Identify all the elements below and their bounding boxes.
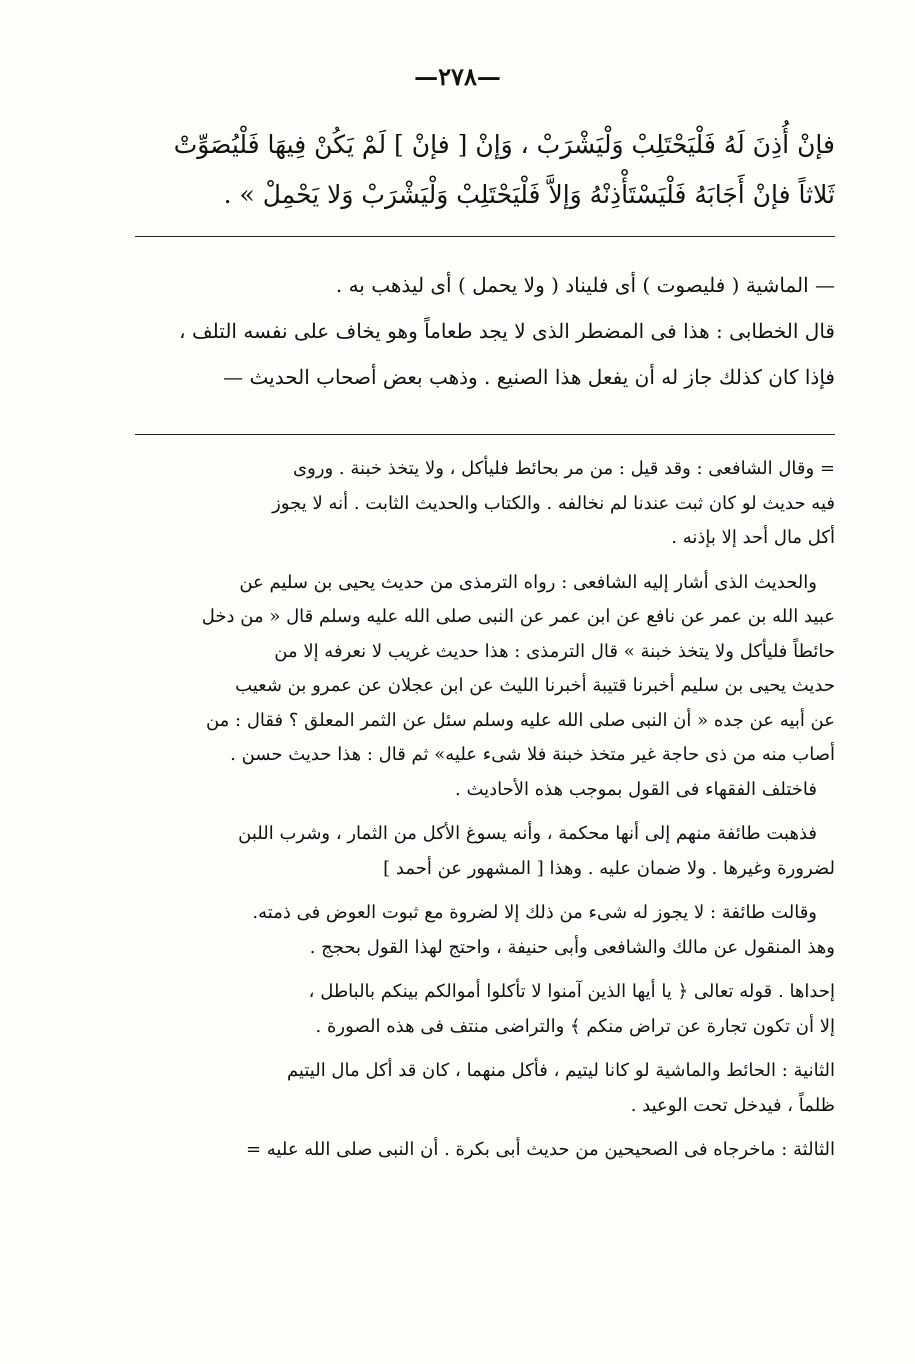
footnote-paragraph [135, 817, 835, 886]
footnote-text [135, 452, 835, 1178]
footnote-line: عن أبيه عن جده « أن النبى صلى الله عليه وسلم سئل عن الثمر المعلق ؟ فقال : من [205, 709, 835, 731]
hadith-line: ثَلاثاً فإنْ أَجَابَهُ فَلْيَسْتَأْذِنْهُ وَإلاَّ فَلْيَحْتَلِبْ وَلْيَشْرَبْ وَلا يَحْمِلْ » . [223, 180, 835, 209]
footnote-line: ظلماً ، فيدخل تحت الوعيد . [630, 1094, 835, 1116]
footnote-line: = وقال الشافعى : وقد قيل : من مر بحائط فليأكل ، ولا يتخذ خبنة . وروى [293, 458, 835, 479]
footnote-line: فيه حديث لو كان ثبت عندنا لم نخالفه . والكتاب والحديث الثابت . أنه لا يجوز [272, 492, 835, 514]
hadith-line: فإنْ أُذِنَ لَهُ فَلْيَحْتَلِبْ وَلْيَشْرَبْ ، وَإنْ [ فإنْ ] لَمْ يَكُنْ فِيهَا فَلْيُصَوِّتْ [173, 130, 835, 159]
commentary-line: فإذا كان كذلك جاز له أن يفعل هذا الصنيع . وذهب بعض أصحاب الحديث — [223, 365, 835, 389]
footnote-line: عبيد الله بن عمر عن نافع عن ابن عمر عن النبى صلى الله عليه وسلم قال « من دخل [201, 606, 835, 627]
footnote-paragraph [135, 896, 835, 965]
footnote-line: الثالثة : ماخرجاه فى الصحيحين من حديث أبى بكرة . أن النبى صلى الله عليه = [245, 1139, 835, 1160]
footnote-line: والحديث الذى أشار إليه الشافعى : رواه الترمذى من حديث يحيى بن سليم عن [239, 571, 817, 593]
footnote-line: أصاب منه من ذى حاجة غير متخذ خبنة فلا شىء عليه» ثم قال : هذا حديث حسن . [230, 744, 835, 765]
separator-line [135, 434, 835, 435]
commentary-line: قال الخطابى : هذا فى المضطر الذى لا يجد طعاماً وهو يخاف على نفسه التلف ، [179, 319, 835, 343]
footnote-paragraph [135, 1133, 835, 1168]
footnote-line: لضرورة وغيرها . ولا ضمان عليه . وهذا [ المشهور عن أحمد ] [383, 857, 835, 879]
separator-line [135, 236, 835, 237]
hadith-text [135, 120, 835, 220]
footnote-paragraph [135, 452, 835, 556]
footnote-line: وهذ المنقول عن مالك والشافعى وأبى حنيفة ، واحتج لهذا القول بحجج . [309, 936, 835, 958]
footnote-line: حائطاً فليأكل ولا يتخذ خبنة » قال الترمذى : هذا حديث غريب لا نعرفه إلا من [274, 640, 835, 662]
commentary-line: — الماشية ( فليصوت ) أى فليناد ( ولا يحمل ) أى ليذهب به . [335, 273, 835, 297]
footnote-paragraph [135, 566, 835, 808]
footnote-line: إحداها . قوله تعالى ﴿ يا أيها الذين آمنوا لا تأكلوا أموالكم بينكم بالباطل ، [308, 981, 835, 1002]
commentary-text [135, 262, 835, 400]
footnote-line: حديث يحيى بن سليم أخبرنا قتيبة أخبرنا الليث عن ابن عجلان عن عمرو بن شعيب [235, 675, 835, 696]
footnote-line: أكل مال أحد إلا بإذنه . [671, 527, 835, 548]
footnote-line: إلا أن تكون تجارة عن تراض منكم ﴾ والتراضى منتف فى هذه الصورة . [315, 1015, 835, 1037]
footnote-paragraph [135, 1054, 835, 1123]
page-number: —٢٧٨— [414, 62, 501, 91]
footnote-line: وقالت طائفة : لا يجوز له شىء من ذلك إلا لضروة مع ثبوت العوض فى ذمته. [252, 902, 817, 923]
footnote-line: فاختلف الفقهاء فى القول بموجب هذه الأحاديث . [455, 778, 817, 800]
footnote-paragraph [135, 975, 835, 1044]
footnote-line: الثانية : الحائط والماشية لو كانا ليتيم ، فأكل منهما ، كان قد أكل مال اليتيم [286, 1060, 835, 1081]
footnote-line: فذهبت طائفة منهم إلى أنها محكمة ، وأنه يسوغ الأكل من الثمار ، وشرب اللبن [238, 823, 817, 844]
